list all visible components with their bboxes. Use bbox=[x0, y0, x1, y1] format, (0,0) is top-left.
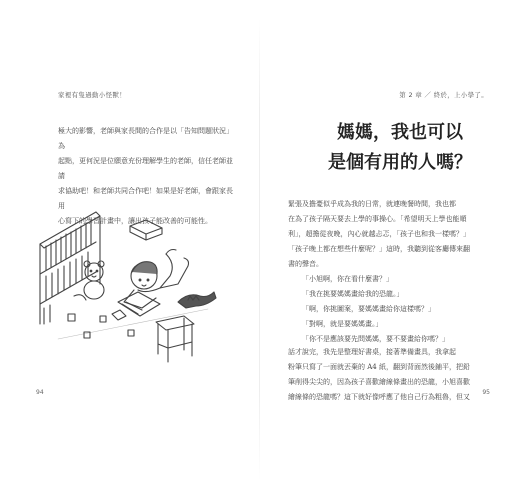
right-page-number: 95 bbox=[482, 389, 490, 396]
right-line: 緊張及擔憂似乎成為我的日常，就連晚餐時間，我也都 bbox=[288, 200, 456, 208]
left-line: 心寫下的學習計畫中，讓出孩子能改善的可能性。 bbox=[58, 217, 212, 225]
right-line: 在為了孩子隔天要去上學的事操心。「希望明天上學也能順 bbox=[288, 215, 467, 223]
dialogue-list bbox=[302, 272, 492, 347]
boy-drawing bbox=[118, 250, 189, 317]
floor-line-drawing bbox=[58, 309, 208, 339]
right-line: 繪線條的恐龍嗎？這下就好像呼應了他自己行為粗魯，但又 bbox=[288, 393, 470, 401]
bookshelf-drawing bbox=[40, 212, 100, 324]
right-line: 書的聲音。 bbox=[288, 260, 323, 268]
dialogue-line: 「啊，你挑圖案，要媽媽畫給你這樣嗎？」 bbox=[302, 305, 435, 313]
right-line: 利」，超擔從夜晚，內心就越忐忑，「孩子也和我一樣嗎？」 bbox=[288, 230, 470, 238]
right-paragraph-1 bbox=[288, 197, 488, 272]
left-line: 起點，更何況是位願意充份理解學生的老師，信任老師並請 bbox=[58, 157, 233, 180]
dialogue-line: 「小旭啊，你在看什麼書？」 bbox=[302, 275, 393, 283]
right-line: 筆削得尖尖的，因為孩子喜歡繪線條畫出的恐龍，小旭喜歡 bbox=[288, 378, 470, 386]
dialogue-line: 「我在挑要媽媽畫給我的恐龍。」 bbox=[302, 290, 404, 298]
right-paragraph-2 bbox=[288, 345, 488, 405]
book-stack-drawing bbox=[130, 220, 162, 240]
chapter-title bbox=[300, 118, 500, 178]
teddy-bear-drawing bbox=[84, 261, 104, 299]
dialogue-line: 「對啊，就是要媽媽畫。」 bbox=[302, 320, 383, 328]
right-line: 粉筆只寫了一面就丟棄的 A4 紙，翻到背面然後鋪平，把鉛 bbox=[288, 363, 470, 371]
stool-drawing bbox=[156, 316, 194, 362]
right-line: 話才說完，我先是整理好書桌，接著準備畫具，我拿起 bbox=[288, 348, 456, 356]
right-running-head: 第 2 章 ／ 終於，上小學了。 bbox=[399, 91, 488, 99]
left-running-head: 家裡有隻過動小怪獸！ bbox=[58, 91, 126, 99]
dialogue-line: 「你不是應該要先問媽媽，要不要畫給你嗎？」 bbox=[302, 335, 449, 343]
title-line: 是個有用的人嗎？ bbox=[328, 152, 472, 173]
left-line: 極大的影響，老師與家長間的合作是以「告知問題狀況」為 bbox=[58, 127, 233, 150]
title-line: 媽媽，我也可以 bbox=[337, 122, 463, 143]
right-line: 「孩子晚上都在想些什麼呢？」這時，我聽到從客廳傳來翻 bbox=[288, 245, 470, 253]
left-page-number: 94 bbox=[36, 389, 44, 396]
boy-reading-illustration bbox=[38, 204, 223, 369]
dinosaur-toy-drawing bbox=[178, 292, 216, 308]
left-line: 求協助吧！和老師共同合作吧！如果是好老師，會跟家長用 bbox=[58, 187, 233, 210]
